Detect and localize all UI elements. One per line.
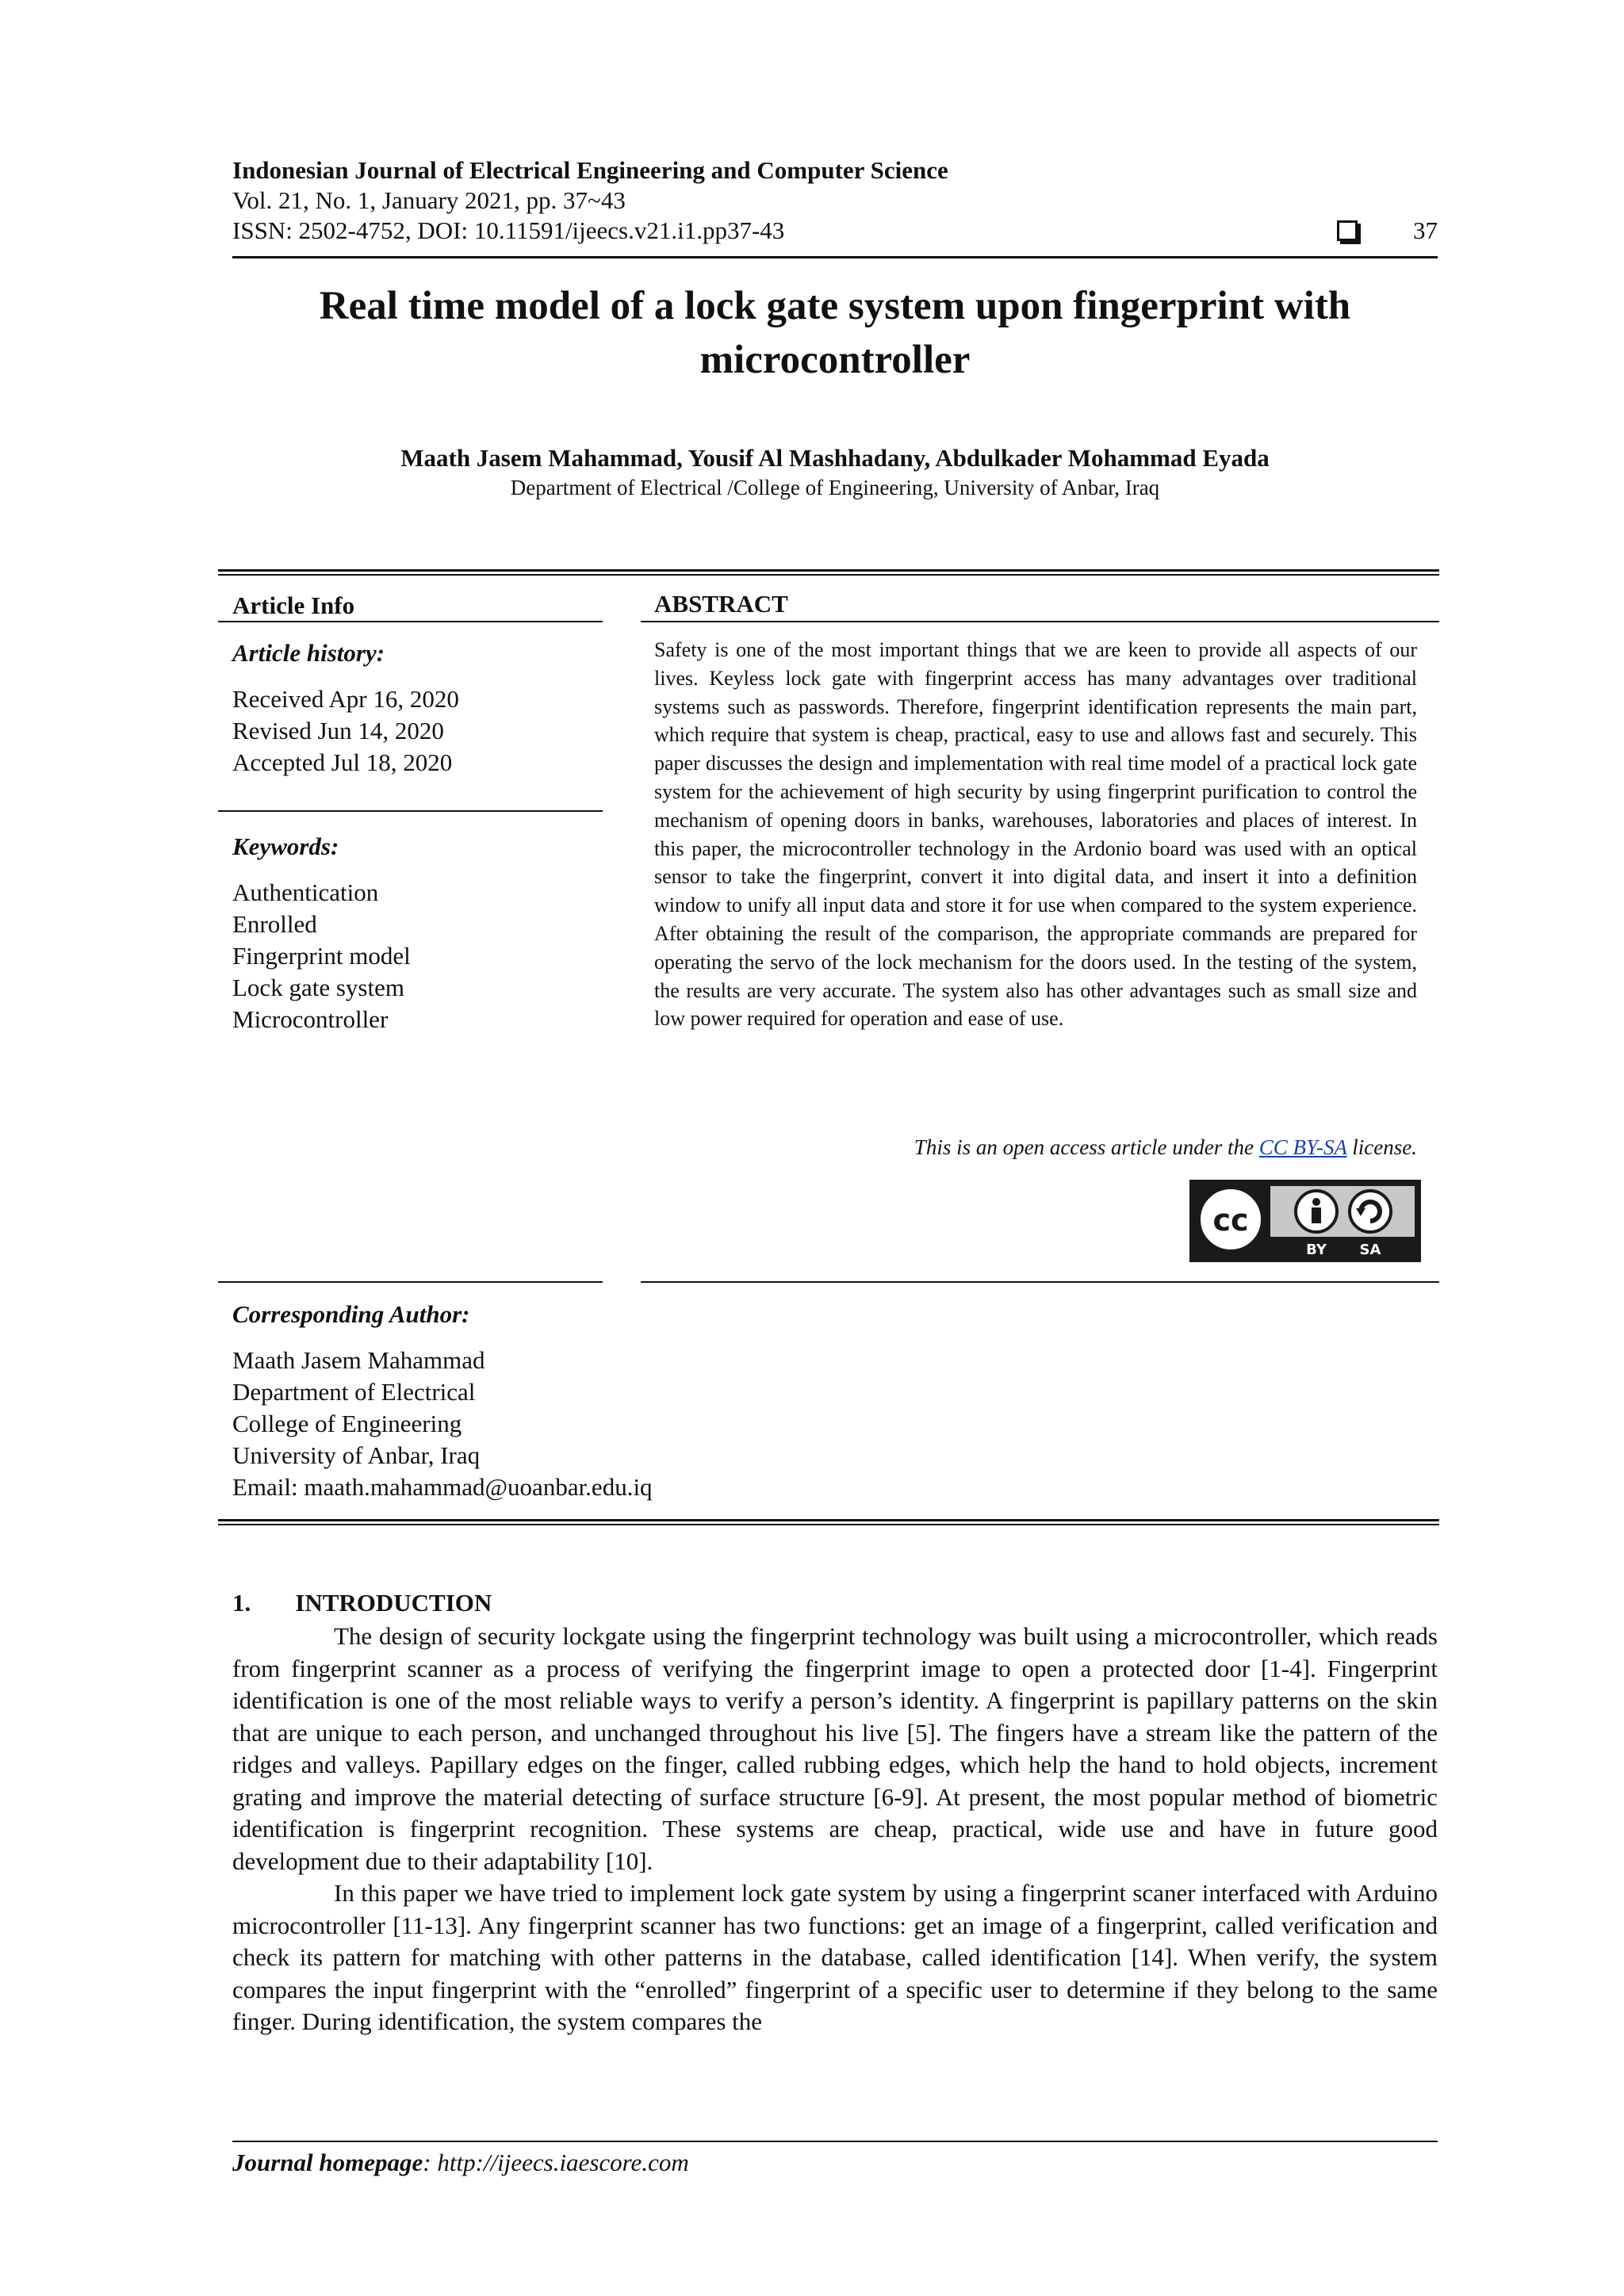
page-number: 37 <box>1413 216 1438 244</box>
corresponding-line: Department of Electrical <box>232 1378 476 1406</box>
keywords-block <box>232 831 601 1035</box>
header-rule <box>232 256 1438 258</box>
abstract-text: Safety is one of the most important things that we are keen to provide all aspects of our lives. Keyless lock gate with fingerprint access has many advantages over traditional systems such as passwords. Therefore, fingerprint identification represents the main part, which require that system is cheap, practical, easy to use and allows fast and securely. This paper discusses the design and implementation with real time model of a practical lock gate system for the achievement of high security by using fingerprint purification to control the mechanism of opening doors in banks, warehouses, laboratories and places of interest. In this paper, the microcontroller technology in the Ardonio board was used with an optical sensor to take the fingerprint, convert it into digital data, and insert it into a definition window to unify all input data and store it for use when compared to the system experience. After obtaining the result of the comparison, the appropriate commands are prepared for operating the servo of the lock mechanism for the doors used. In the testing of the system, the results are very accurate. The system also has other advantages such as small size and low power required for operation and ease of use. <box>654 638 1417 1031</box>
cc-license-icon <box>1191 1181 1419 1261</box>
article-info-heading: Article Info <box>232 591 355 619</box>
corresponding-email: Email: maath.mahammad@uoanbar.edu.iq <box>232 1473 653 1501</box>
license-suffix: license. <box>1346 1135 1417 1159</box>
journal-volume: Vol. 21, No. 1, January 2021, pp. 37~43 <box>232 186 626 214</box>
badge-sa: SA <box>1359 1242 1381 1258</box>
footer-rule <box>232 2141 1438 2142</box>
issn-row <box>232 216 1438 246</box>
article-info-rule <box>218 621 603 622</box>
corresponding-author <box>232 1299 1025 1503</box>
keyword-item: Fingerprint model <box>232 942 411 970</box>
corresponding-line: University of Anbar, Iraq <box>232 1441 481 1469</box>
left-bottom-rule <box>218 1281 603 1283</box>
journal-header <box>232 155 1438 246</box>
license-line <box>654 1135 1417 1160</box>
journal-name: Indonesian Journal of Electrical Engineering and Computer Science <box>232 156 948 184</box>
license-prefix: This is an open access article under the <box>914 1135 1259 1159</box>
history-received: Received Apr 16, 2020 <box>232 685 459 713</box>
cc-by-sa-badge[interactable] <box>1189 1180 1421 1262</box>
paragraph: The design of security lockgate using the fingerprint technology was built using a microcontroller, which reads from fingerprint scanner as a process of verifying the fingerprint image to open a protected door [1-4]. Fingerprint identification is one of the most reliable ways to verify a person’s identity. A fingerprint is papillary patterns on the skin that are unique to each person, and unchanged throughout his live [5]. The fingers have a stream like the pattern of the ridges and valleys. Papillary edges on the finger, called rubbing edges, which help the hand to hold objects, increment grating and improve the material detecting of surface structure [6-9]. At present, the most popular method of biometric identification is fingerprint recognition. These systems are cheap, practical, wide use and have in future good development due to their adaptability [10]. <box>232 1622 1438 1875</box>
abstract-heading: ABSTRACT <box>654 590 788 618</box>
keyword-item: Authentication <box>232 878 379 906</box>
history-rule <box>218 810 603 812</box>
article-history-label: Article history: <box>232 639 385 667</box>
badge-by: BY <box>1306 1242 1327 1258</box>
history-accepted: Accepted Jul 18, 2020 <box>232 748 453 776</box>
article-info-heading-block <box>232 590 601 622</box>
affiliation: Department of Electrical /College of Engineering, University of Anbar, Iraq <box>510 476 1160 499</box>
info-top-rule <box>218 569 1439 572</box>
info-bottom-rule-2 <box>218 1524 1439 1525</box>
corresponding-line: Maath Jasem Mahammad <box>232 1346 485 1374</box>
paragraph: In this paper we have tried to implement lock gate system by using a fingerprint scaner interfaced with Arduino microcontroller [11-13]. Any fingerprint scanner has two functions: get an image of a fingerprint, called verification and check its pattern for matching with other patterns in the database, called identification [14]. When verify, the system compares the input fingerprint with the “enrolled” fingerprint of a specific user to determine if they belong to the same finger. During identification, the system compares the <box>232 1879 1438 2035</box>
square-bullet-icon <box>1337 220 1358 241</box>
journal-homepage <box>232 2149 1438 2177</box>
keyword-item: Lock gate system <box>232 974 404 1001</box>
keywords-label: Keywords: <box>232 832 339 860</box>
homepage-label: Journal homepage <box>232 2149 423 2176</box>
section-heading <box>232 1589 492 1617</box>
abstract-bottom-rule <box>641 1281 1439 1283</box>
history-revised: Revised Jun 14, 2020 <box>232 717 444 744</box>
journal-issn: ISSN: 2502-4752, DOI: 10.11591/ijeecs.v21.i1.pp37-43 <box>232 216 785 244</box>
homepage-url[interactable]: : http://ijeecs.iaescore.com <box>423 2149 689 2176</box>
abstract-rule <box>641 621 1439 622</box>
section-title: INTRODUCTION <box>295 1589 492 1617</box>
info-bottom-rule <box>218 1519 1439 1521</box>
svg-text:cc: cc <box>1212 1203 1249 1238</box>
paper-title: Real time model of a lock gate system upon fingerprint with microcontroller <box>319 284 1351 382</box>
introduction-body <box>232 1621 1438 2038</box>
article-history <box>232 637 601 779</box>
corresponding-label: Corresponding Author: <box>232 1300 470 1328</box>
section-number: 1. <box>232 1589 251 1617</box>
corresponding-line: College of Engineering <box>232 1410 462 1437</box>
keyword-item: Enrolled <box>232 910 317 938</box>
cc-by-sa-link[interactable]: CC BY-SA <box>1258 1135 1347 1159</box>
keyword-item: Microcontroller <box>232 1005 389 1033</box>
info-top-rule-2 <box>218 574 1439 576</box>
authors: Maath Jasem Mahammad, Yousif Al Mashhadany, Abdulkader Mohammad Eyada <box>400 444 1270 472</box>
